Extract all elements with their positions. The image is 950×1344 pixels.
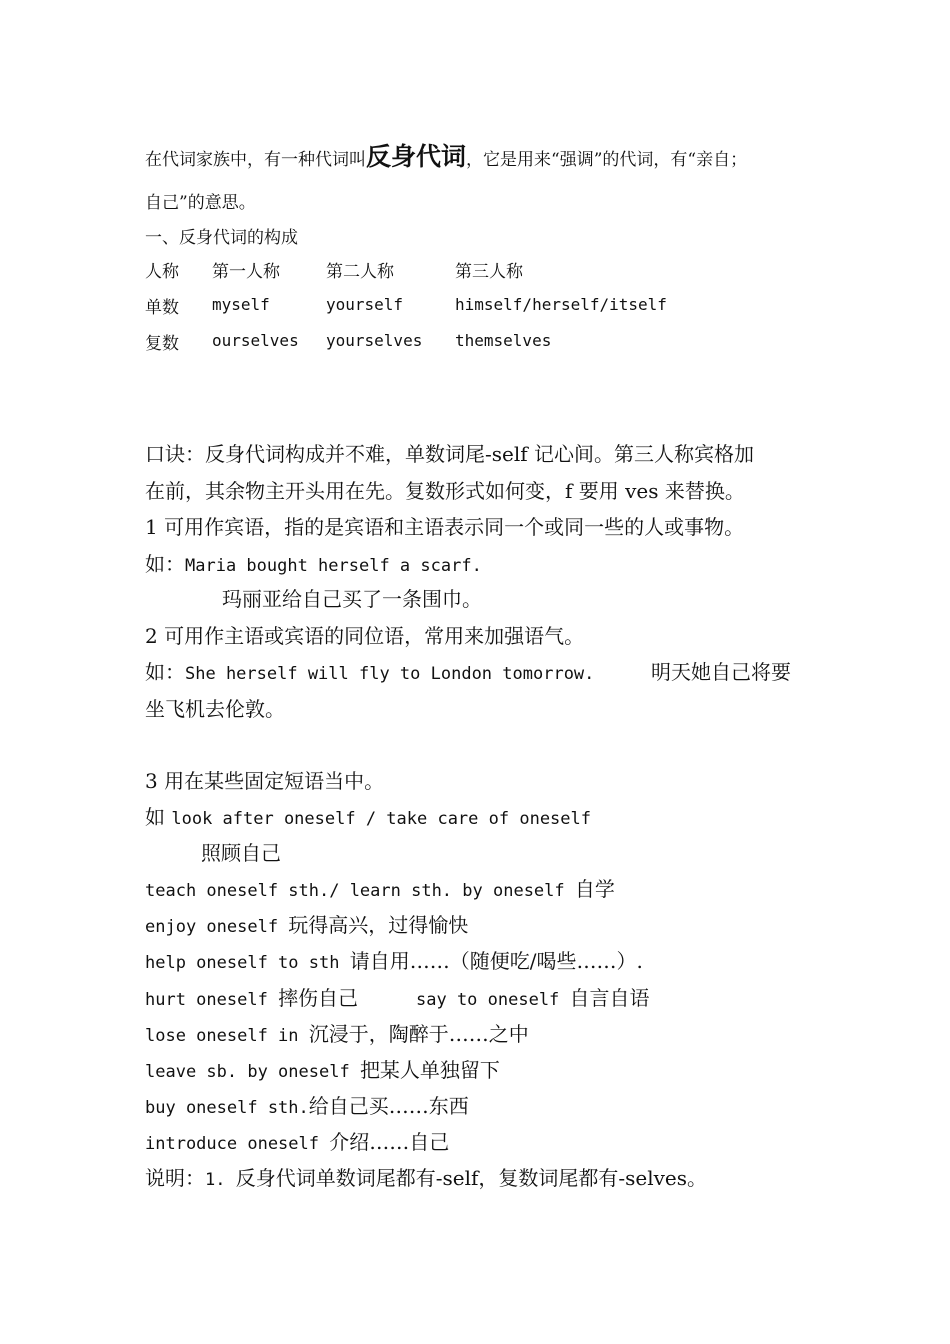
usage1-title: 1 可用作宾语，指的是宾语和主语表示同一个或同一些的人或事物。 xyxy=(145,515,745,539)
table-cell: yourselves xyxy=(326,331,423,350)
table-header-cell: 第二人称 xyxy=(326,262,394,282)
phrase-row: 照顾自己 xyxy=(201,841,281,865)
usage2-translation-b: 坐飞机去伦敦。 xyxy=(145,697,285,721)
phrase-row: 如 look after oneself / take care of oneself xyxy=(145,805,591,829)
intro-part1: 在代词家族中，有一种代词叫 xyxy=(145,150,366,170)
note-line: 说明：1. 反身代词单数词尾都有-self，复数词尾都有-selves。 xyxy=(145,1166,708,1190)
phrase-row: leave sb. by oneself 把某人单独留下 xyxy=(145,1058,500,1082)
usage1-example: 如：Maria bought herself a scarf. xyxy=(145,552,482,576)
usage2-translation-a: 明天她自己将要 xyxy=(651,660,791,684)
usage2-example: 如：She herself will fly to London tomorrow. xyxy=(145,660,595,684)
phrase-row: buy oneself sth.给自己买……东西 xyxy=(145,1094,469,1118)
section1-title: 一、反身代词的构成 xyxy=(145,228,298,248)
table-cell: themselves xyxy=(455,331,552,350)
phrase-row: enjoy oneself 玩得高兴，过得愉快 xyxy=(145,913,469,937)
table-cell: himself/herself/itself xyxy=(455,295,667,314)
phrase-row: teach oneself sth./ learn sth. by oneself 自学 xyxy=(145,877,615,901)
table-header-cell: 第三人称 xyxy=(455,262,523,282)
phrase-row: lose oneself in 沉浸于，陶醉于……之中 xyxy=(145,1022,529,1046)
mnemonic-line-2: 在前，其余物主开头用在先。复数形式如何变，f 要用 ves 来替换。 xyxy=(145,479,745,503)
intro-part2: ，它是用来“强调”的代词，有“亲自； xyxy=(466,150,748,170)
intro-emphasis: 反身代词 xyxy=(366,142,467,171)
table-cell: 复数 xyxy=(145,334,179,354)
phrase-row: introduce oneself 介绍……自己 xyxy=(145,1130,450,1154)
usage3-title: 3 用在某些固定短语当中。 xyxy=(145,769,385,793)
usage1-translation: 玛丽亚给自己买了一条围巾。 xyxy=(222,587,482,611)
table-cell: ourselves xyxy=(212,331,299,350)
intro-line-2: 自己”的意思。 xyxy=(145,193,256,213)
phrase-row: say to oneself 自言自语 xyxy=(416,986,650,1010)
mnemonic-line-1: 口诀：反身代词构成并不难，单数词尾-self 记心间。第三人称宾格加 xyxy=(145,442,755,466)
table-cell: yourself xyxy=(326,295,404,314)
table-cell: myself xyxy=(212,295,270,314)
usage2-title: 2 可用作主语或宾语的同位语，常用来加强语气。 xyxy=(145,624,585,648)
table-header-cell: 第一人称 xyxy=(212,262,280,282)
intro-line-1 xyxy=(145,137,747,173)
table-header-cell: 人称 xyxy=(145,262,179,282)
phrase-row: hurt oneself 摔伤自己 xyxy=(145,986,359,1010)
table-cell: 单数 xyxy=(145,298,179,318)
phrase-row: help oneself to sth 请自用……（随便吃/喝些……）. xyxy=(145,949,643,973)
